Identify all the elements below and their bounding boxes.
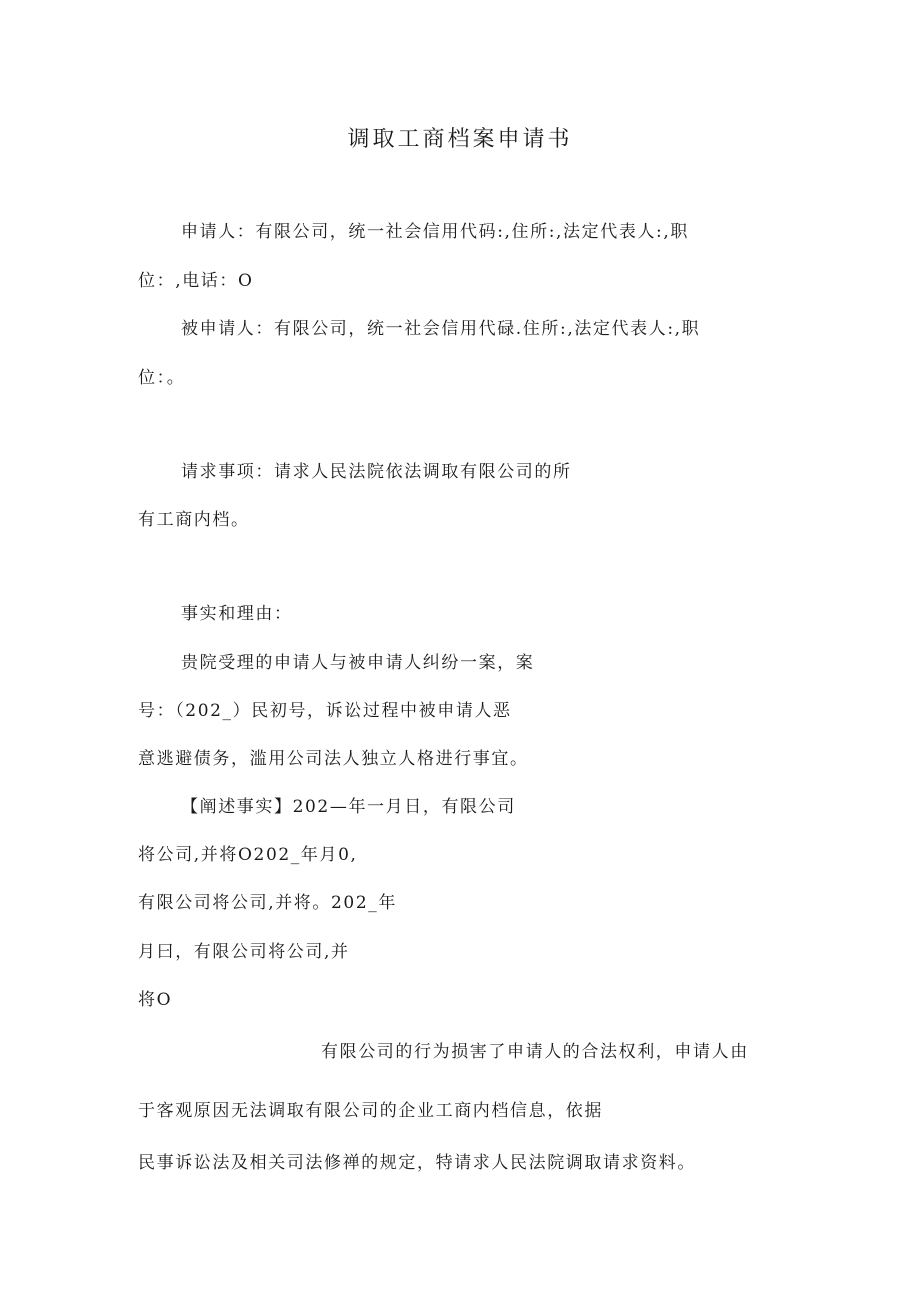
- request-line-2: 有工商内档。: [138, 510, 250, 530]
- request-line-1: 请求事项：请求人民法院依法调取有限公司的所: [181, 462, 572, 482]
- applicant-line-1: 申请人：有限公司，统一社会信用代码:,住所:,法定代表人:,职: [181, 222, 689, 242]
- narrative-line-1: 【阐述事实】202—年一月日，有限公司: [181, 797, 516, 817]
- facts-line-1: 贵院受理的申请人与被申请人纠纷一案，案: [181, 653, 535, 673]
- narrative-line-4: 月曰，有限公司将公司,并: [138, 942, 350, 962]
- narrative-line-2: 将公司,并将O202_年月0,: [138, 845, 358, 865]
- narrative-line-3: 有限公司将公司,并将。202_年: [138, 893, 397, 913]
- document-title: 调取工商档案申请书: [347, 127, 573, 152]
- conclusion-line-1: 有限公司的行为损害了申请人的合法权利，申请人由: [321, 1042, 749, 1062]
- respondent-line-2: 位：。: [138, 368, 186, 388]
- narrative-line-5: 将O: [138, 990, 173, 1010]
- facts-line-2: 号：（202_）民初号，诉讼过程中被申请人恶: [138, 701, 512, 721]
- respondent-line-1: 被申请人：有限公司，统一社会信用代碌.住所:,法定代表人:,职: [181, 319, 701, 339]
- facts-line-3: 意逃避债务，滥用公司法人独立人格进行事宜。: [138, 749, 529, 769]
- facts-heading: 事实和理由：: [181, 604, 293, 624]
- conclusion-line-2: 于客观原因无法调取有限公司的企业工商内档信息，依据: [138, 1101, 603, 1121]
- conclusion-line-3: 民事诉讼法及相关司法修禅的规定，特请求人民法院调取请求资料。: [138, 1153, 696, 1173]
- applicant-line-2: 位：,电话：O: [138, 271, 254, 291]
